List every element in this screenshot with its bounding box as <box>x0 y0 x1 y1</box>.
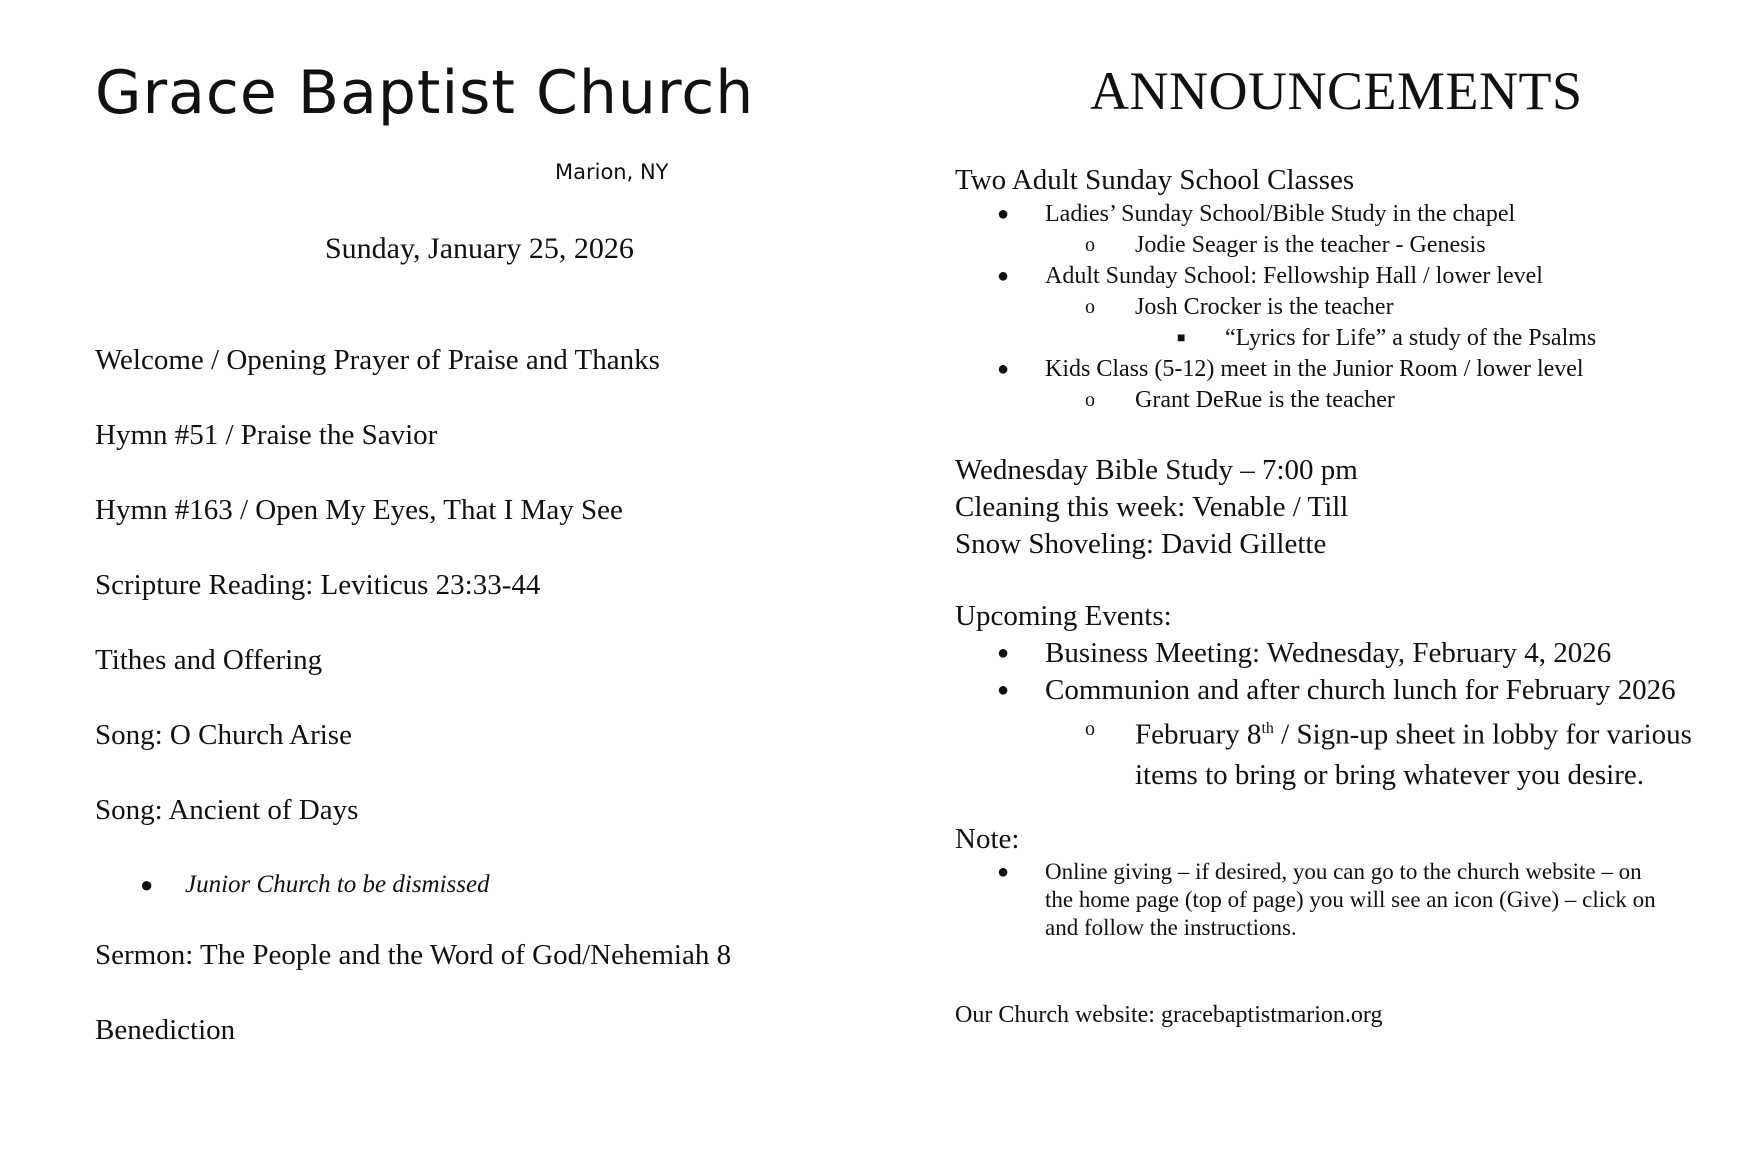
list-item-text: Josh Crocker is the teacher <box>1135 294 1394 320</box>
order-of-service-list <box>95 342 731 1087</box>
list-item-text: Jodie Seager is the teacher - Genesis <box>1135 232 1486 258</box>
list-item-continuation: and follow the instructions. <box>1045 915 1297 940</box>
sunday-school-section <box>955 162 1596 416</box>
circle-bullet-icon: o <box>1085 296 1095 318</box>
weekly-section <box>955 452 1358 563</box>
communion-date: February 8 <box>1135 718 1262 751</box>
bullet-icon: ● <box>997 642 1010 664</box>
list-item <box>955 635 1692 672</box>
upcoming-events-section <box>955 598 1692 795</box>
note-section <box>955 821 1656 942</box>
list-item-text: Business Meeting: Wednesday, February 4, 2026 <box>1045 637 1612 669</box>
bullet-icon: ● <box>997 679 1010 701</box>
list-item-text: Communion and after church lunch for February 2026 <box>1045 674 1676 706</box>
list-item <box>955 292 1596 323</box>
song-item: Song: Ancient of Days <box>95 794 359 826</box>
list-item-text: / Sign-up sheet in lobby for various <box>1273 718 1692 751</box>
list-item <box>955 709 1692 755</box>
note-heading: Note: <box>955 823 1020 855</box>
church-name: Grace Baptist Church <box>95 58 755 128</box>
church-website: Our Church website: gracebaptistmarion.org <box>955 1002 1383 1028</box>
snow-shoveling-line: Snow Shoveling: David Gillette <box>955 528 1327 560</box>
list-item-text: “Lyrics for Life” a study of the Psalms <box>1225 325 1597 351</box>
list-item-continuation: the home page (top of page) you will see an icon (Give) – click on <box>1045 887 1656 912</box>
bullet-icon: ● <box>140 872 154 897</box>
circle-bullet-icon: o <box>1085 718 1095 740</box>
bullet-icon: ● <box>997 358 1010 380</box>
list-item <box>955 385 1596 416</box>
bullet-icon: ● <box>997 203 1010 225</box>
church-location: Marion, NY <box>555 160 669 184</box>
welcome-item: Welcome / Opening Prayer of Praise and Thanks <box>95 344 660 376</box>
circle-bullet-icon: o <box>1085 389 1095 411</box>
bible-study-line: Wednesday Bible Study – 7:00 pm <box>955 454 1358 486</box>
list-item <box>955 354 1596 385</box>
list-item <box>955 858 1656 886</box>
sermon-item: Sermon: The People and the Word of God/Nehemiah 8 <box>95 939 732 971</box>
list-item <box>955 261 1596 292</box>
junior-church-note <box>95 867 731 937</box>
junior-church-text: Junior Church to be dismissed <box>185 871 490 898</box>
circle-bullet-icon: o <box>1085 234 1095 256</box>
list-item-continuation: items to bring or bring whatever you desire. <box>1135 758 1644 791</box>
list-item-text: Kids Class (5-12) meet in the Junior Room / lower level <box>1045 356 1584 382</box>
list-item-text: Online giving – if desired, you can go to the church website – on <box>1045 859 1642 884</box>
sunday-school-heading: Two Adult Sunday School Classes <box>955 164 1355 196</box>
square-bullet-icon: ■ <box>1177 331 1186 346</box>
list-item-text: Grant DeRue is the teacher <box>1135 387 1395 413</box>
benediction-item: Benediction <box>95 1014 236 1046</box>
date-suffix: th <box>1261 720 1274 737</box>
tithes-item: Tithes and Offering <box>95 644 323 676</box>
bullet-icon: ● <box>997 861 1010 883</box>
list-item-text: Adult Sunday School: Fellowship Hall / lower level <box>1045 263 1543 289</box>
service-date: Sunday, January 25, 2026 <box>325 232 634 265</box>
announcements-title: ANNOUNCEMENTS <box>1090 61 1583 121</box>
list-item-text: Ladies’ Sunday School/Bible Study in the chapel <box>1045 201 1516 227</box>
hymn-item: Hymn #51 / Praise the Savior <box>95 419 438 451</box>
hymn-item: Hymn #163 / Open My Eyes, That I May See <box>95 494 623 526</box>
upcoming-events-heading: Upcoming Events: <box>955 600 1172 632</box>
scripture-item: Scripture Reading: Leviticus 23:33-44 <box>95 569 541 601</box>
list-item <box>955 323 1596 354</box>
song-item: Song: O Church Arise <box>95 719 352 751</box>
list-item <box>955 230 1596 261</box>
bullet-icon: ● <box>997 265 1010 287</box>
cleaning-line: Cleaning this week: Venable / Till <box>955 491 1349 523</box>
list-item <box>955 199 1596 230</box>
list-item <box>955 672 1692 709</box>
